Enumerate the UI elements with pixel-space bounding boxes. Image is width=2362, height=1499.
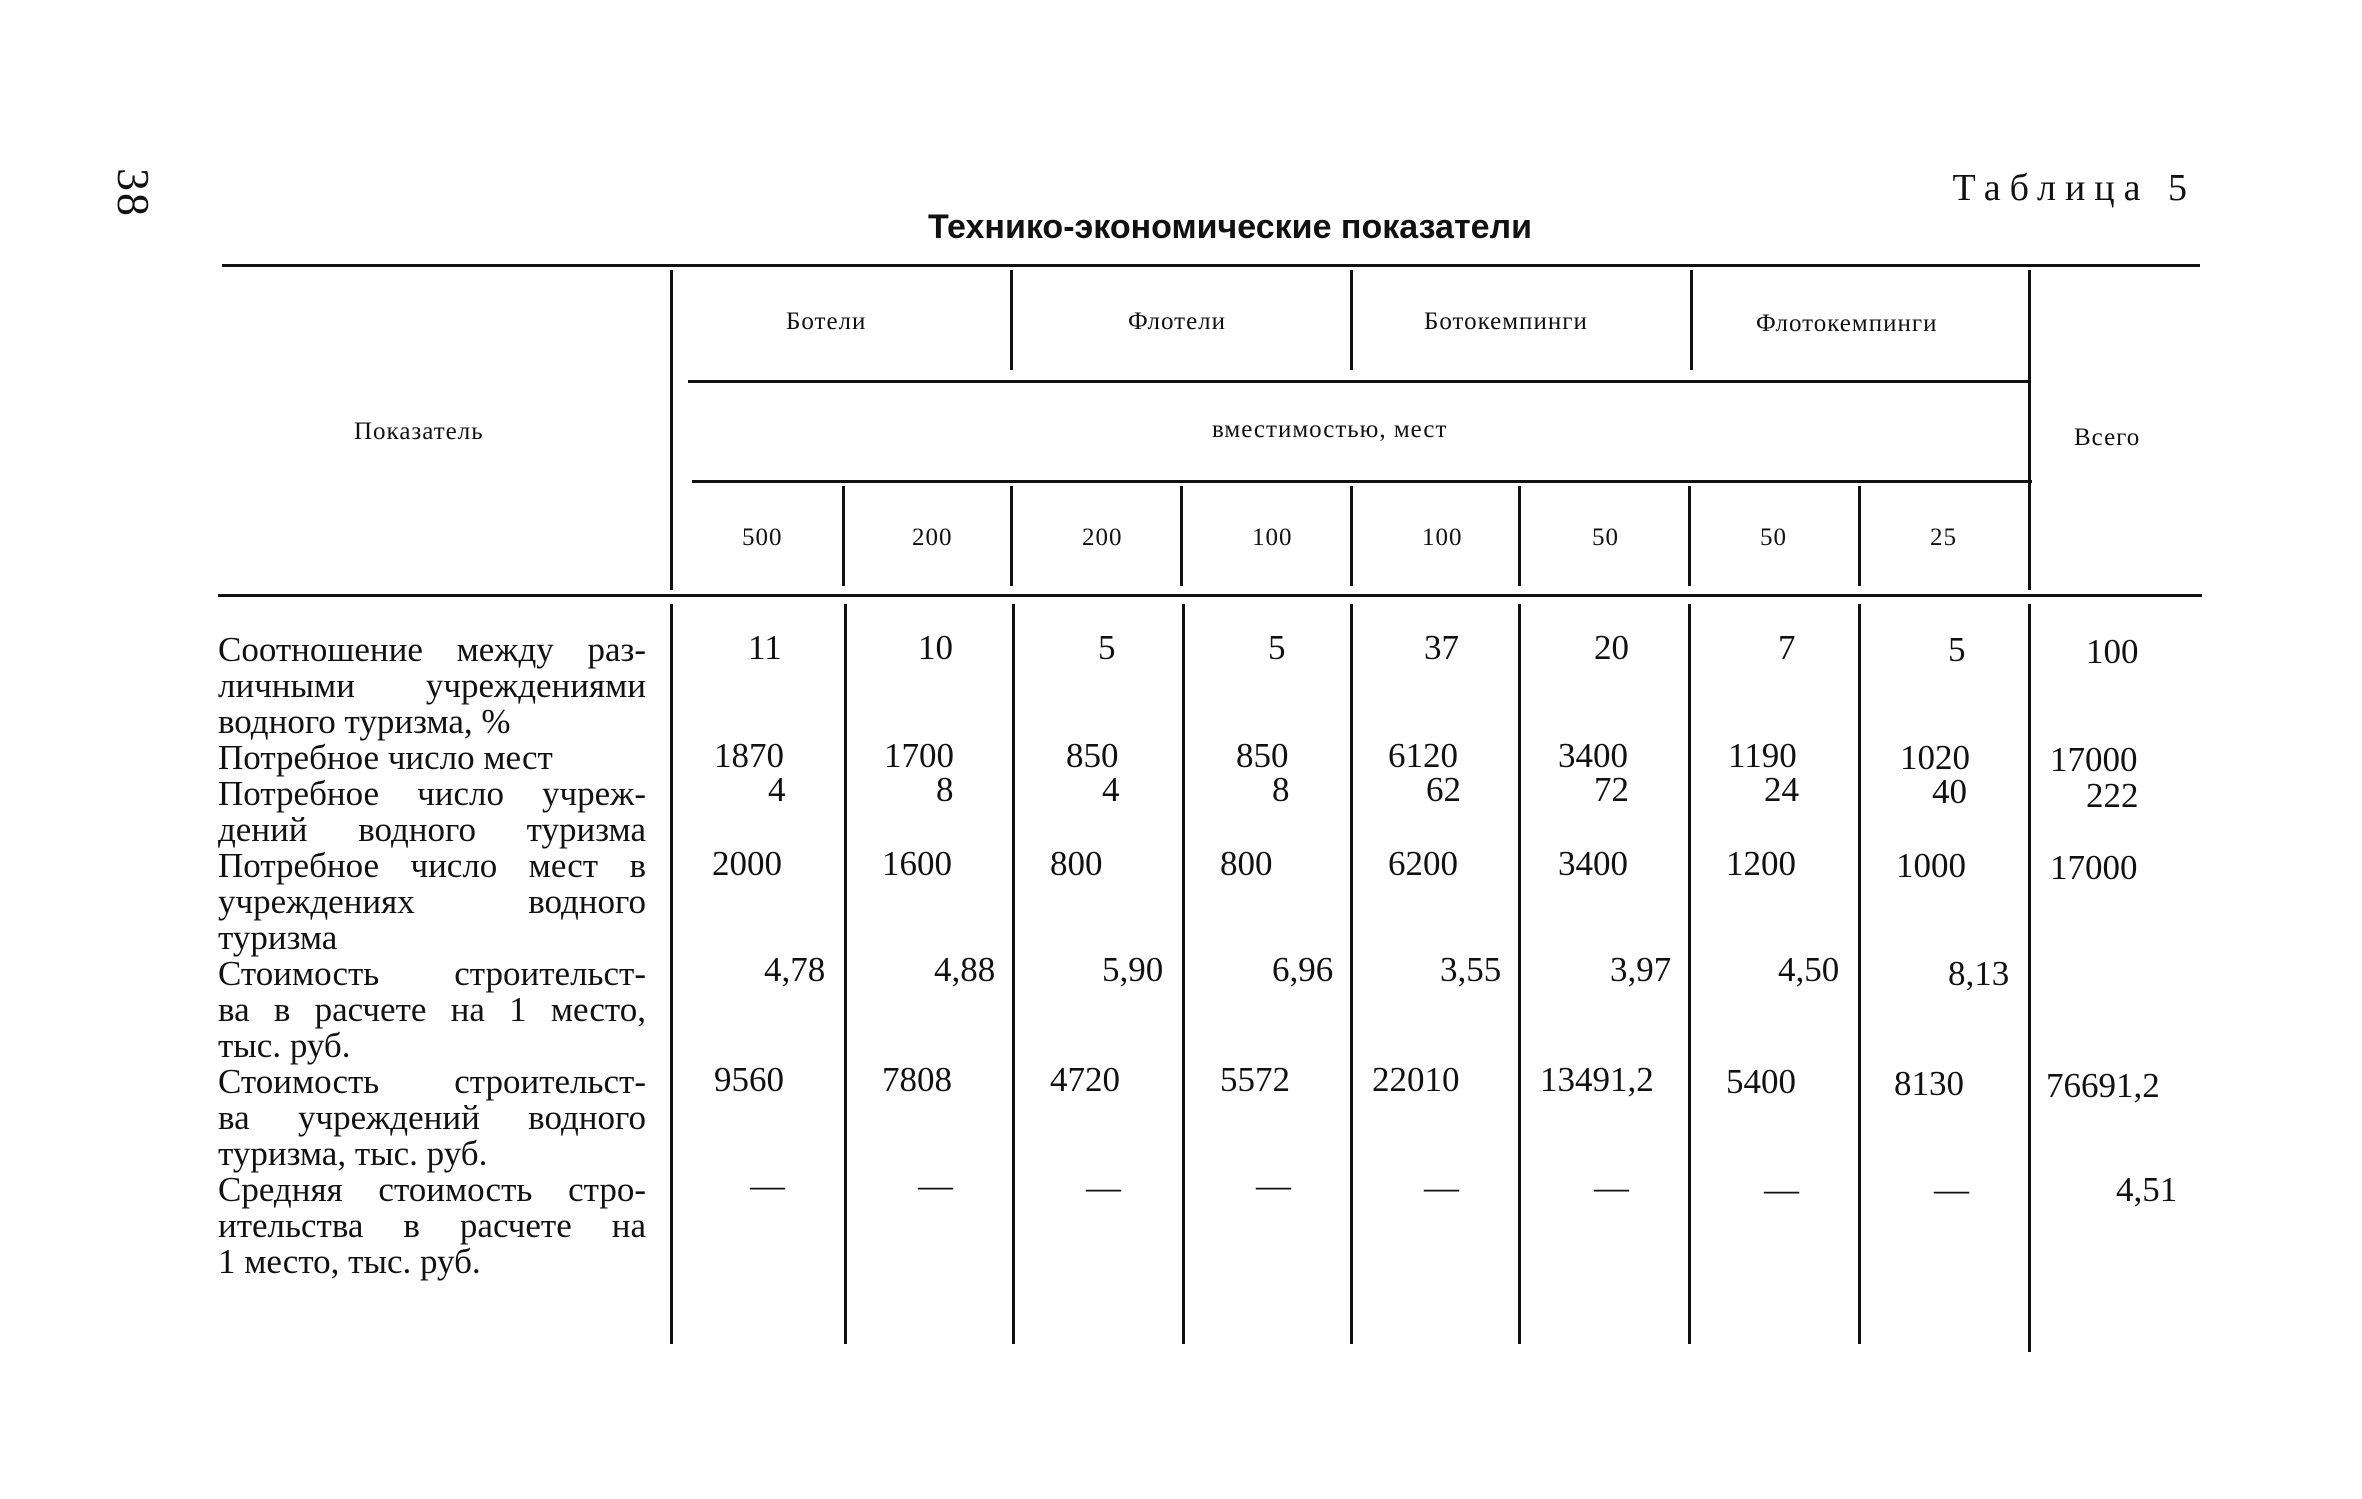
header-group-botocampings: Ботокемпинги (1424, 308, 1588, 335)
capacity-col-3: 200 (1082, 524, 1123, 551)
cell: 1870 (714, 736, 784, 775)
label-line: ва в расчете на 1 место, (218, 990, 646, 1029)
label-line: Потребное число мест в (218, 846, 646, 885)
cell: 1700 (884, 736, 954, 775)
cell: 37 (1424, 628, 1459, 667)
body-vline-col-4 (1350, 604, 1353, 1344)
header-vline-col-6 (1688, 486, 1691, 586)
label-line: Потребное число учреж- (218, 774, 646, 813)
cell: 8,13 (1948, 954, 2010, 993)
cell: — (1256, 1166, 1291, 1205)
body-vline-left (670, 604, 673, 1344)
cell: 1200 (1726, 844, 1796, 883)
cell-total: 100 (2086, 632, 2139, 671)
body-vline-col-6 (1688, 604, 1691, 1344)
capacity-col-6: 50 (1592, 524, 1619, 551)
label-line: 1 место, тыс. руб. (218, 1242, 481, 1281)
cell: 8130 (1894, 1064, 1964, 1103)
cell: 800 (1220, 844, 1273, 883)
cell: 24 (1764, 770, 1799, 809)
cell: — (918, 1166, 953, 1205)
cell: — (1764, 1170, 1799, 1209)
cell: 11 (748, 628, 782, 667)
label-line: учреждениях водного (218, 882, 646, 921)
header-vline-col-2 (1010, 486, 1013, 586)
header-capacity: вместимостью, мест (1212, 416, 1448, 443)
body-vline-col-1 (844, 604, 847, 1344)
label-line: Стоимость строительст- (218, 954, 646, 993)
header-total: Всего (2074, 424, 2141, 451)
page-number: 38 (108, 168, 159, 218)
cell: 850 (1236, 736, 1289, 775)
header-group-botels: Ботели (786, 308, 867, 335)
header-vline-col-3 (1180, 486, 1183, 586)
table-title: Технико-экономические показатели (927, 208, 1532, 246)
cell: 6120 (1388, 736, 1458, 775)
body-vline-col-3 (1182, 604, 1185, 1344)
cell-total: 4,51 (2116, 1170, 2178, 1209)
label-line: Потребное число мест (218, 738, 553, 777)
row-label-required-places (218, 740, 646, 776)
capacity-col-2: 200 (912, 524, 953, 551)
body-vline-total (2028, 604, 2031, 1352)
cell: 3,55 (1440, 950, 1502, 989)
header-vline-col-1 (842, 486, 845, 586)
cell: 3400 (1558, 736, 1628, 775)
label-line: Средняя стоимость стро- (218, 1170, 646, 1209)
cell: 1000 (1896, 846, 1966, 885)
label-line: тыс. руб. (218, 1026, 351, 1065)
cell-total: 222 (2086, 776, 2139, 815)
capacity-col-7: 50 (1760, 524, 1787, 551)
header-vline-group-1 (1010, 270, 1013, 370)
header-indicator: Показатель (354, 418, 484, 445)
header-vline-total (2028, 270, 2031, 590)
cell: 4 (1102, 770, 1120, 809)
cell: 4720 (1050, 1060, 1120, 1099)
cell: 62 (1426, 770, 1461, 809)
cell: — (1594, 1168, 1629, 1207)
cell: 5400 (1726, 1062, 1796, 1101)
cell: 3,97 (1610, 950, 1672, 989)
table-caption: Таблица 5 (1952, 167, 2196, 209)
row-label-places-in-institutions (218, 848, 646, 956)
cell: — (1424, 1168, 1459, 1207)
capacity-header-rule (692, 480, 2032, 483)
cell: 800 (1050, 844, 1103, 883)
cell: 7808 (882, 1060, 952, 1099)
label-line: туризма, тыс. руб. (218, 1134, 488, 1173)
cell-total: 17000 (2050, 848, 2138, 887)
cell: 850 (1066, 736, 1119, 775)
header-vline-col-5 (1518, 486, 1521, 586)
cell: 1600 (882, 844, 952, 883)
label-line: Стоимость строительст- (218, 1062, 646, 1101)
cell: — (1086, 1168, 1121, 1207)
label-line: ва учреждений водного (218, 1098, 646, 1137)
cell: 20 (1594, 628, 1629, 667)
cell: 1020 (1900, 738, 1970, 777)
cell: 13491,2 (1540, 1060, 1654, 1099)
capacity-col-5: 100 (1422, 524, 1463, 551)
row-label-cost-per-place (218, 956, 646, 1064)
header-vline-group-2 (1350, 270, 1353, 370)
cell: 40 (1932, 772, 1967, 811)
row-label-construction-cost (218, 1064, 646, 1172)
cell: 5 (1268, 628, 1286, 667)
body-vline-col-2 (1012, 604, 1015, 1344)
label-line: туризма (218, 918, 338, 957)
header-vline-col-4 (1350, 486, 1353, 586)
cell: 22010 (1372, 1060, 1460, 1099)
body-vline-col-7 (1858, 604, 1861, 1344)
header-vline-left (670, 270, 673, 590)
cell: 4,78 (764, 950, 826, 989)
header-group-flotels: Флотели (1128, 308, 1227, 335)
cell: 8 (1272, 770, 1290, 809)
cell: 5572 (1220, 1060, 1290, 1099)
label-line: водного туризма, % (218, 702, 511, 741)
cell: 72 (1594, 770, 1629, 809)
cell: 3400 (1558, 844, 1628, 883)
label-line: Соотношение между раз- (218, 630, 646, 669)
capacity-col-1: 500 (742, 524, 783, 551)
cell: 7 (1778, 628, 1796, 667)
label-line: ительства в расчете на (218, 1206, 646, 1245)
body-vline-col-5 (1518, 604, 1521, 1344)
capacity-col-4: 100 (1252, 524, 1293, 551)
cell: 8 (936, 770, 954, 809)
cell: 1190 (1728, 736, 1797, 775)
cell-total: 17000 (2050, 740, 2138, 779)
cell: 6,96 (1272, 950, 1334, 989)
cell: — (1934, 1170, 1969, 1209)
cell: 4 (768, 770, 786, 809)
table-top-rule (222, 264, 2200, 267)
cell: 4,50 (1778, 950, 1840, 989)
cell-total: 76691,2 (2046, 1066, 2160, 1105)
label-line: личными учреждениями (218, 666, 646, 705)
group-header-rule (688, 380, 2028, 383)
cell: 5 (1098, 628, 1116, 667)
label-line: дений водного туризма (218, 810, 646, 849)
row-label-ratio (218, 632, 646, 740)
cell: 4,88 (934, 950, 996, 989)
cell: 2000 (712, 844, 782, 883)
header-vline-col-7 (1858, 486, 1861, 586)
cell: 9560 (714, 1060, 784, 1099)
cell: 10 (918, 628, 953, 667)
header-group-flotocampings: Флотокемпинги (1756, 310, 1938, 337)
cell: 5,90 (1102, 950, 1164, 989)
header-bottom-rule (218, 594, 2202, 597)
cell: 5 (1948, 630, 1966, 669)
header-vline-group-3 (1690, 270, 1693, 370)
capacity-col-8: 25 (1930, 524, 1957, 551)
row-label-required-institutions (218, 776, 646, 848)
row-label-average-cost (218, 1172, 646, 1280)
cell: 6200 (1388, 844, 1458, 883)
cell: — (750, 1166, 785, 1205)
